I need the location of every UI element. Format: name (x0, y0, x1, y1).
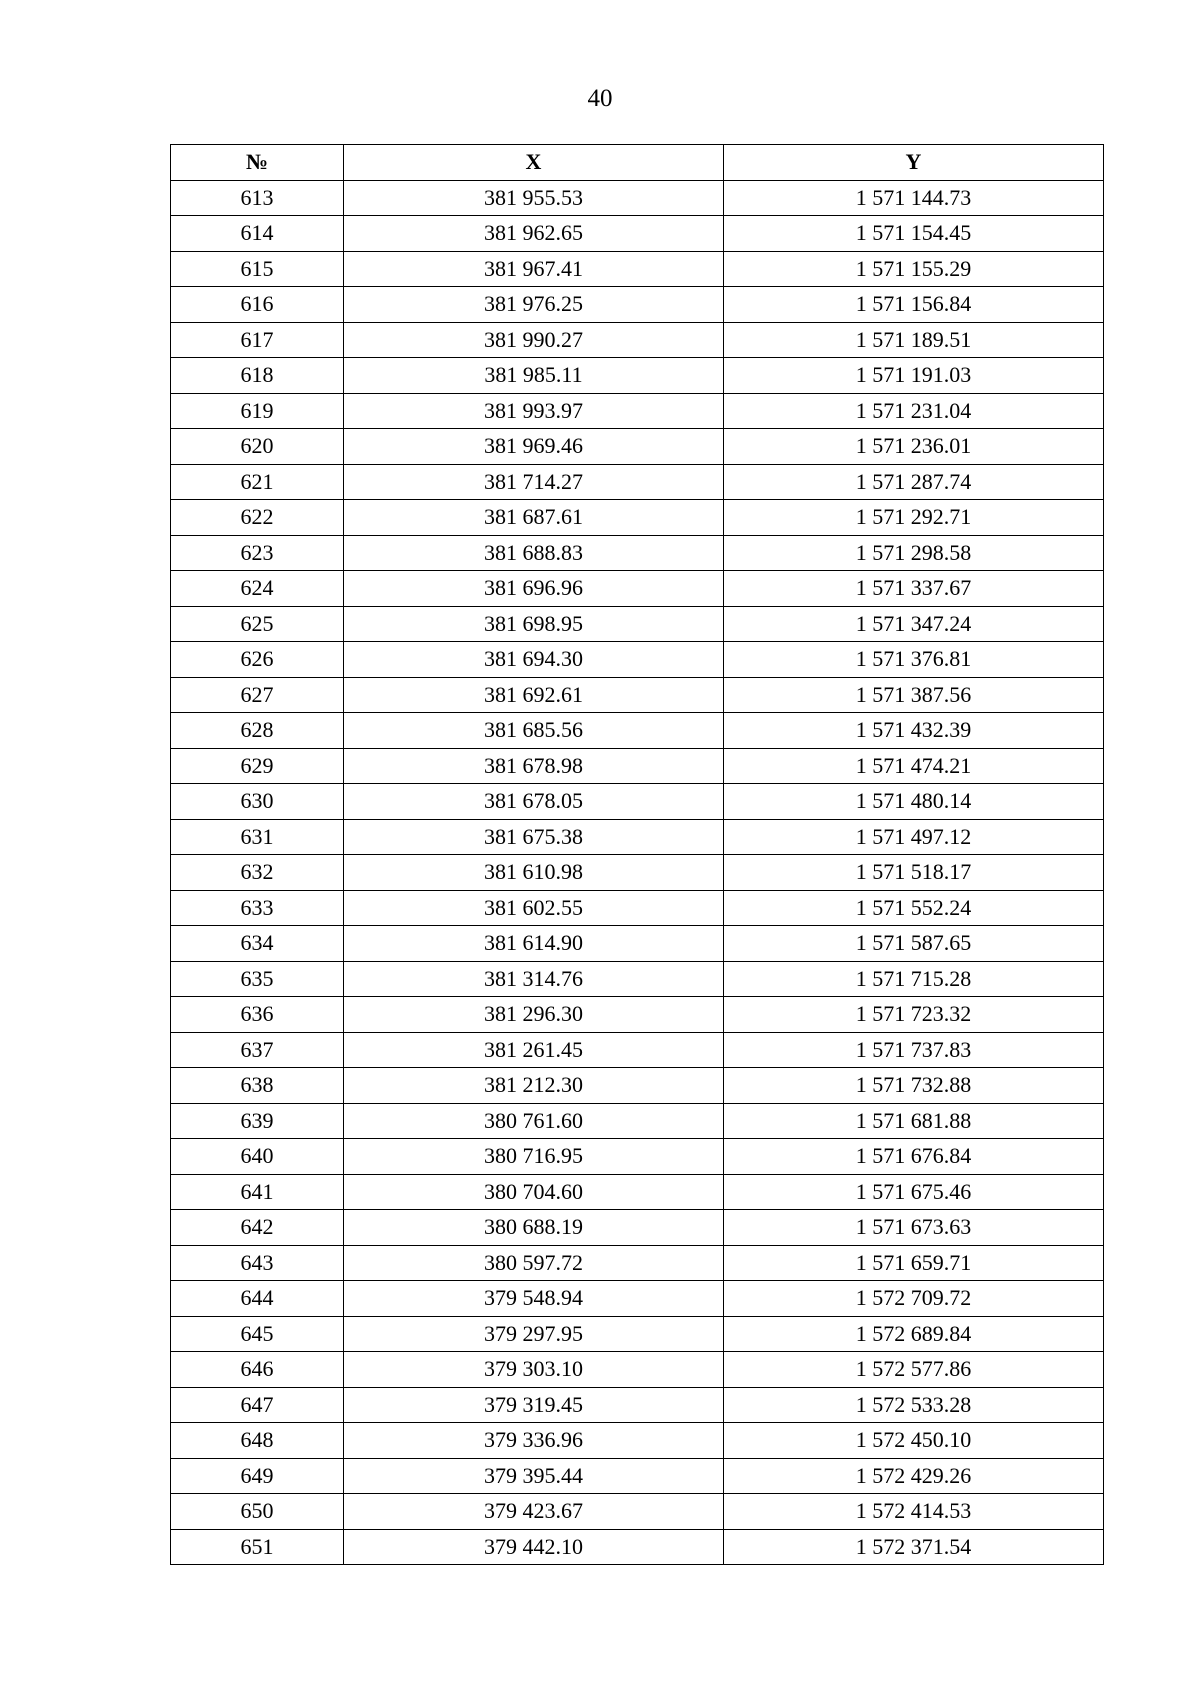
cell-x: 381 714.27 (344, 464, 724, 500)
cell-y: 1 572 689.84 (724, 1316, 1104, 1352)
cell-y: 1 571 732.88 (724, 1068, 1104, 1104)
cell-y: 1 571 236.01 (724, 429, 1104, 465)
cell-x: 379 442.10 (344, 1529, 724, 1565)
cell-x: 380 688.19 (344, 1210, 724, 1246)
header-y: Y (724, 145, 1104, 181)
cell-x: 381 678.98 (344, 748, 724, 784)
cell-y: 1 572 709.72 (724, 1281, 1104, 1317)
cell-x: 381 212.30 (344, 1068, 724, 1104)
cell-number: 641 (171, 1174, 344, 1210)
cell-number: 619 (171, 393, 344, 429)
cell-y: 1 571 659.71 (724, 1245, 1104, 1281)
cell-number: 636 (171, 997, 344, 1033)
cell-number: 644 (171, 1281, 344, 1317)
cell-y: 1 572 450.10 (724, 1423, 1104, 1459)
cell-number: 630 (171, 784, 344, 820)
cell-number: 642 (171, 1210, 344, 1246)
cell-y: 1 571 676.84 (724, 1139, 1104, 1175)
table-row (171, 464, 1104, 500)
cell-y: 1 571 144.73 (724, 180, 1104, 216)
cell-x: 381 694.30 (344, 642, 724, 678)
table-row (171, 535, 1104, 571)
table-row (171, 677, 1104, 713)
table-row (171, 1068, 1104, 1104)
table-row (171, 748, 1104, 784)
cell-x: 381 967.41 (344, 251, 724, 287)
cell-number: 635 (171, 961, 344, 997)
table-header (171, 145, 1104, 181)
cell-x: 380 597.72 (344, 1245, 724, 1281)
cell-x: 381 675.38 (344, 819, 724, 855)
table-row (171, 500, 1104, 536)
cell-x: 380 716.95 (344, 1139, 724, 1175)
table-row (171, 1245, 1104, 1281)
table-row (171, 571, 1104, 607)
cell-x: 381 993.97 (344, 393, 724, 429)
cell-x: 381 990.27 (344, 322, 724, 358)
cell-y: 1 571 673.63 (724, 1210, 1104, 1246)
cell-x: 379 319.45 (344, 1387, 724, 1423)
cell-y: 1 571 474.21 (724, 748, 1104, 784)
cell-number: 647 (171, 1387, 344, 1423)
cell-number: 627 (171, 677, 344, 713)
cell-x: 381 698.95 (344, 606, 724, 642)
table-row (171, 713, 1104, 749)
cell-x: 381 696.96 (344, 571, 724, 607)
table-row (171, 890, 1104, 926)
cell-number: 649 (171, 1458, 344, 1494)
cell-x: 381 692.61 (344, 677, 724, 713)
cell-y: 1 572 371.54 (724, 1529, 1104, 1565)
table-row (171, 1352, 1104, 1388)
cell-y: 1 572 429.26 (724, 1458, 1104, 1494)
cell-number: 631 (171, 819, 344, 855)
cell-number: 617 (171, 322, 344, 358)
table-row (171, 393, 1104, 429)
cell-x: 381 296.30 (344, 997, 724, 1033)
cell-x: 381 985.11 (344, 358, 724, 394)
table-row (171, 1423, 1104, 1459)
cell-number: 621 (171, 464, 344, 500)
cell-y: 1 571 432.39 (724, 713, 1104, 749)
cell-x: 381 614.90 (344, 926, 724, 962)
table-row (171, 1139, 1104, 1175)
cell-number: 648 (171, 1423, 344, 1459)
cell-number: 628 (171, 713, 344, 749)
coordinates-table (170, 144, 1104, 1565)
cell-x: 381 261.45 (344, 1032, 724, 1068)
table-row (171, 819, 1104, 855)
cell-number: 643 (171, 1245, 344, 1281)
cell-y: 1 571 287.74 (724, 464, 1104, 500)
cell-number: 651 (171, 1529, 344, 1565)
table-row (171, 1529, 1104, 1565)
table-row (171, 429, 1104, 465)
cell-y: 1 571 675.46 (724, 1174, 1104, 1210)
cell-number: 625 (171, 606, 344, 642)
cell-y: 1 572 414.53 (724, 1494, 1104, 1530)
table-row (171, 180, 1104, 216)
table-row (171, 287, 1104, 323)
table-row (171, 322, 1104, 358)
cell-x: 381 687.61 (344, 500, 724, 536)
cell-number: 645 (171, 1316, 344, 1352)
table-row (171, 216, 1104, 252)
cell-x: 379 336.96 (344, 1423, 724, 1459)
table-row (171, 855, 1104, 891)
cell-y: 1 571 376.81 (724, 642, 1104, 678)
cell-x: 379 303.10 (344, 1352, 724, 1388)
cell-number: 650 (171, 1494, 344, 1530)
cell-number: 638 (171, 1068, 344, 1104)
cell-y: 1 571 154.45 (724, 216, 1104, 252)
cell-x: 380 761.60 (344, 1103, 724, 1139)
cell-y: 1 571 347.24 (724, 606, 1104, 642)
cell-x: 379 423.67 (344, 1494, 724, 1530)
table-row (171, 1032, 1104, 1068)
cell-x: 381 955.53 (344, 180, 724, 216)
cell-number: 622 (171, 500, 344, 536)
table-row (171, 358, 1104, 394)
cell-number: 616 (171, 287, 344, 323)
cell-x: 379 297.95 (344, 1316, 724, 1352)
cell-x: 381 314.76 (344, 961, 724, 997)
cell-x: 381 962.65 (344, 216, 724, 252)
cell-y: 1 572 577.86 (724, 1352, 1104, 1388)
table-row (171, 606, 1104, 642)
cell-number: 646 (171, 1352, 344, 1388)
cell-number: 618 (171, 358, 344, 394)
cell-number: 614 (171, 216, 344, 252)
cell-y: 1 571 189.51 (724, 322, 1104, 358)
cell-number: 620 (171, 429, 344, 465)
cell-y: 1 571 156.84 (724, 287, 1104, 323)
cell-y: 1 571 191.03 (724, 358, 1104, 394)
cell-y: 1 571 337.67 (724, 571, 1104, 607)
cell-y: 1 571 480.14 (724, 784, 1104, 820)
table-row (171, 1281, 1104, 1317)
cell-y: 1 571 155.29 (724, 251, 1104, 287)
cell-y: 1 571 737.83 (724, 1032, 1104, 1068)
cell-number: 640 (171, 1139, 344, 1175)
cell-y: 1 571 387.56 (724, 677, 1104, 713)
cell-x: 381 688.83 (344, 535, 724, 571)
cell-x: 379 395.44 (344, 1458, 724, 1494)
table-row (171, 1494, 1104, 1530)
cell-x: 380 704.60 (344, 1174, 724, 1210)
table-row (171, 1387, 1104, 1423)
cell-y: 1 571 497.12 (724, 819, 1104, 855)
table-row (171, 1316, 1104, 1352)
cell-x: 381 602.55 (344, 890, 724, 926)
cell-number: 623 (171, 535, 344, 571)
table-row (171, 1458, 1104, 1494)
table-row (171, 251, 1104, 287)
table-row (171, 642, 1104, 678)
cell-y: 1 571 292.71 (724, 500, 1104, 536)
cell-y: 1 571 298.58 (724, 535, 1104, 571)
table-row (171, 1103, 1104, 1139)
cell-number: 633 (171, 890, 344, 926)
cell-number: 626 (171, 642, 344, 678)
table-row (171, 961, 1104, 997)
cell-y: 1 571 715.28 (724, 961, 1104, 997)
cell-x: 379 548.94 (344, 1281, 724, 1317)
cell-number: 624 (171, 571, 344, 607)
cell-number: 615 (171, 251, 344, 287)
table-row (171, 997, 1104, 1033)
cell-x: 381 976.25 (344, 287, 724, 323)
cell-number: 613 (171, 180, 344, 216)
cell-x: 381 678.05 (344, 784, 724, 820)
page-number: 40 (587, 85, 613, 112)
table-row (171, 1210, 1104, 1246)
table-row (171, 926, 1104, 962)
cell-y: 1 571 518.17 (724, 855, 1104, 891)
cell-x: 381 685.56 (344, 713, 724, 749)
table-row (171, 784, 1104, 820)
header-x: X (344, 145, 724, 181)
cell-y: 1 571 552.24 (724, 890, 1104, 926)
table-body (171, 180, 1104, 1565)
cell-y: 1 571 681.88 (724, 1103, 1104, 1139)
header-number: № (171, 145, 344, 181)
cell-x: 381 610.98 (344, 855, 724, 891)
cell-number: 632 (171, 855, 344, 891)
cell-number: 629 (171, 748, 344, 784)
header-row (171, 145, 1104, 181)
cell-y: 1 571 723.32 (724, 997, 1104, 1033)
cell-x: 381 969.46 (344, 429, 724, 465)
cell-number: 634 (171, 926, 344, 962)
cell-y: 1 571 231.04 (724, 393, 1104, 429)
table-row (171, 1174, 1104, 1210)
cell-y: 1 571 587.65 (724, 926, 1104, 962)
cell-number: 637 (171, 1032, 344, 1068)
cell-y: 1 572 533.28 (724, 1387, 1104, 1423)
cell-number: 639 (171, 1103, 344, 1139)
